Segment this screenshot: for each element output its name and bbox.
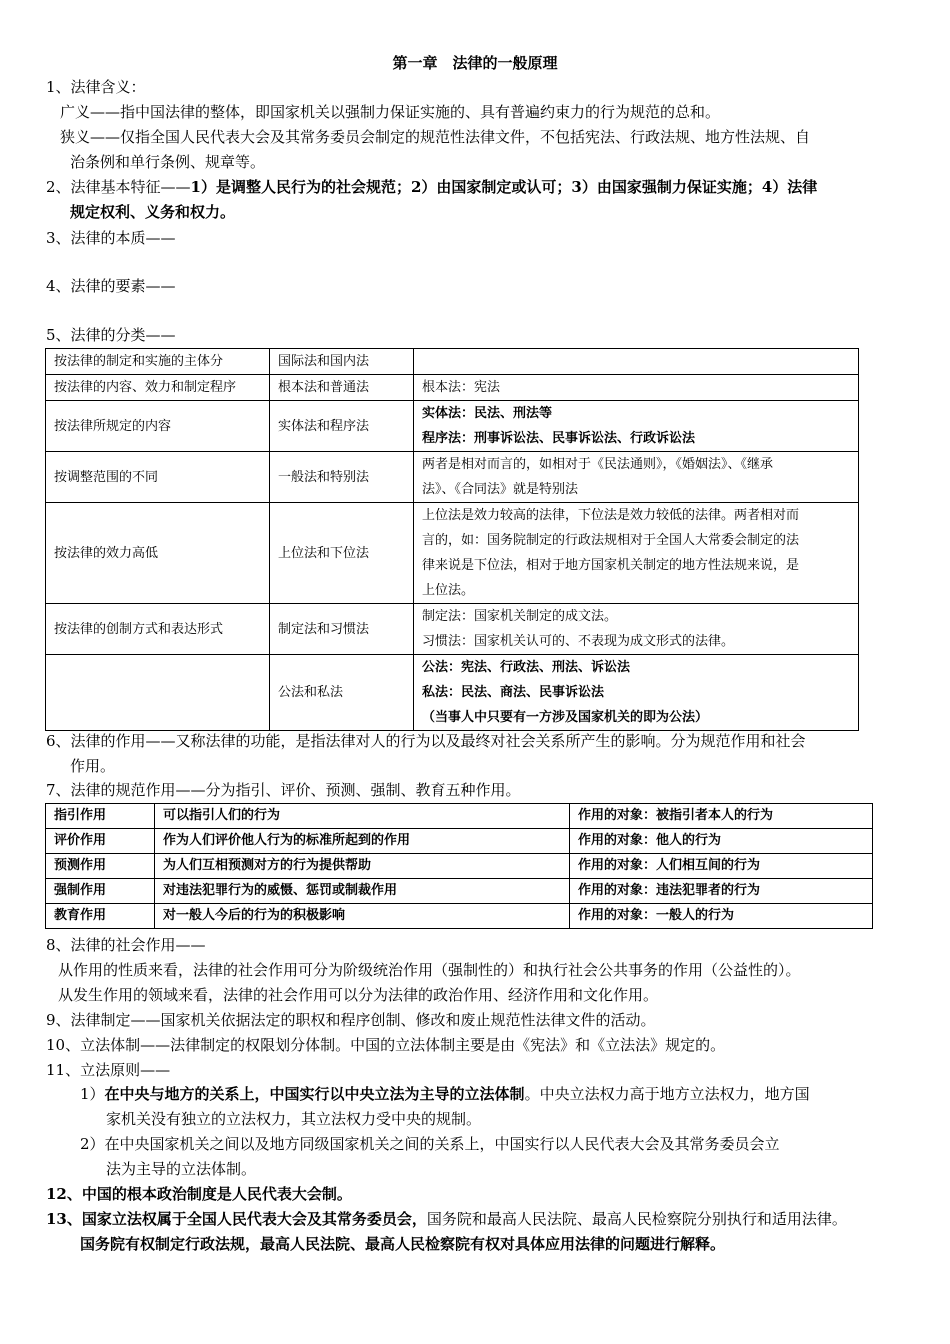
chapter-title: 第一章 法律的一般原理 — [392, 54, 558, 72]
notes-cell — [414, 655, 859, 731]
norm-functions-table — [45, 803, 873, 929]
classification-table — [45, 348, 859, 731]
principle-1-rest: 。中央立法权力高于地方立法权力，地方国 — [524, 1085, 810, 1103]
table-row — [46, 604, 859, 655]
type-cell: 上位法和下位法 — [270, 503, 414, 604]
table-row — [46, 375, 859, 401]
type-cell: 一般法和特别法 — [270, 452, 414, 503]
function-target: 作用的对象：他人的行为 — [570, 829, 873, 854]
table-row — [46, 854, 873, 879]
section-2-line1 — [46, 175, 817, 200]
section-2-features: 1）是调整人民行为的社会规范；2）由国家制定或认可；3）由国家强制力保证实施；4）法律 — [190, 178, 818, 196]
notes-cell — [414, 503, 859, 604]
note-line: （当事人中只要有一方涉及国家机关的即为公法） — [422, 710, 709, 725]
function-name: 教育作用 — [46, 904, 155, 929]
table-row — [46, 349, 859, 375]
notes-cell — [414, 452, 859, 503]
section-2-line2: 规定权利、义务和权力。 — [70, 203, 236, 221]
section-13-key: 13、国家立法权属于全国人民代表大会及其常务委员会， — [46, 1210, 427, 1228]
note-line: 制定法：国家机关制定的成文法。 — [422, 609, 618, 624]
function-name: 评价作用 — [46, 829, 155, 854]
table-row — [46, 655, 859, 731]
notes-cell: 根本法：宪法 — [414, 375, 859, 401]
type-cell: 根本法和普通法 — [270, 375, 414, 401]
function-target: 作用的对象：人们相互间的行为 — [570, 854, 873, 879]
note-line: 律来说是下位法，相对于地方国家机关制定的地方性法规来说，是 — [422, 558, 800, 573]
section-6-line1: 6、法律的作用——又称法律的功能，是指法律对人的行为以及最终对社会关系所产生的影响。分为规范作用和社会 — [46, 732, 806, 750]
section-8-para1: 从作用的性质来看，法律的社会作用可分为阶级统治作用（强制性的）和执行社会公共事务的作用（公益性的）。 — [58, 961, 801, 979]
principle-2-line1: 2）在中央国家机关之间以及地方同级国家机关之间的关系上，中国实行以人民代表大会及其常务委员会立 — [80, 1135, 780, 1153]
principle-1-line1 — [80, 1082, 810, 1107]
function-target: 作用的对象：被指引者本人的行为 — [570, 804, 873, 829]
basis-cell: 按法律所规定的内容 — [46, 401, 270, 452]
broad-definition: 广义——指中国法律的整体，即国家机关以强制力保证实施的、具有普遍约束力的行为规范的总和。 — [60, 103, 721, 121]
note-line: 法》、《合同法》就是特别法 — [422, 482, 579, 497]
section-10: 10、立法体制——法律制定的权限划分体制。中国的立法体制主要是由《宪法》和《立法法》规定的。 — [46, 1036, 726, 1054]
principle-1-line2: 家机关没有独立的立法权力，其立法权力受中央的规制。 — [106, 1110, 482, 1128]
principle-1-key: 在中央与地方的关系上，中国实行以中央立法为主导的立法体制 — [104, 1085, 525, 1103]
note-line: 公法：宪法、行政法、刑法、诉讼法 — [422, 660, 631, 675]
table-row — [46, 804, 873, 829]
type-cell: 公法和私法 — [270, 655, 414, 731]
basis-cell: 按法律的制定和实施的主体分 — [46, 349, 270, 375]
note-line: 上位法。 — [422, 583, 475, 598]
type-cell: 制定法和习惯法 — [270, 604, 414, 655]
principle-1-number: 1） — [80, 1085, 105, 1103]
basis-cell: 按调整范围的不同 — [46, 452, 270, 503]
note-line: 上位法是效力较高的法律，下位法是效力较低的法律。两者相对而 — [422, 508, 800, 523]
function-target: 作用的对象：违法犯罪者的行为 — [570, 879, 873, 904]
function-target: 作用的对象：一般人的行为 — [570, 904, 873, 929]
function-desc: 可以指引人们的行为 — [155, 804, 570, 829]
section-11-heading: 11、立法原则—— — [46, 1061, 171, 1079]
table-row — [46, 503, 859, 604]
narrow-definition-line1: 狭义——仅指全国人民代表大会及其常务委员会制定的规范性法律文件，不包括宪法、行政法规、地方性法规、自 — [60, 128, 811, 146]
section-6-line2: 作用。 — [70, 757, 116, 775]
table-row — [46, 452, 859, 503]
basis-cell: 按法律的效力高低 — [46, 503, 270, 604]
section-4-heading: 4、法律的要素—— — [46, 277, 176, 295]
table-row — [46, 401, 859, 452]
section-12: 12、中国的根本政治制度是人民代表大会制。 — [46, 1185, 352, 1203]
function-name: 强制作用 — [46, 879, 155, 904]
function-name: 指引作用 — [46, 804, 155, 829]
note-line: 实体法：民法、刑法等 — [422, 406, 553, 421]
function-desc: 对一般人今后的行为的积极影响 — [155, 904, 570, 929]
basis-cell: 按法律的内容、效力和制定程序 — [46, 375, 270, 401]
basis-cell: 按法律的创制方式和表达形式 — [46, 604, 270, 655]
function-name: 预测作用 — [46, 854, 155, 879]
section-8-para2: 从发生作用的领域来看，法律的社会作用可以分为法律的政治作用、经济作用和文化作用。 — [58, 986, 659, 1004]
section-2-prefix: 2、法律基本特征—— — [46, 178, 191, 196]
section-13-line2: 国务院有权制定行政法规，最高人民法院、最高人民检察院有权对具体应用法律的问题进行解释。 — [80, 1235, 726, 1253]
notes-cell — [414, 349, 859, 375]
type-cell: 实体法和程序法 — [270, 401, 414, 452]
notes-cell — [414, 401, 859, 452]
table-row — [46, 879, 873, 904]
section-3-heading: 3、法律的本质—— — [46, 229, 176, 247]
notes-cell — [414, 604, 859, 655]
function-desc: 为人们互相预测对方的行为提供帮助 — [155, 854, 570, 879]
note-line: 私法：民法、商法、民事诉讼法 — [422, 685, 605, 700]
section-8-heading: 8、法律的社会作用—— — [46, 936, 206, 954]
note-line: 言的，如：国务院制定的行政法规相对于全国人大常委会制定的法 — [422, 533, 800, 548]
principle-2-line2: 法为主导的立法体制。 — [106, 1160, 257, 1178]
section-7-heading: 7、法律的规范作用——分为指引、评价、预测、强制、教育五种作用。 — [46, 781, 521, 799]
note-line: 程序法：刑事诉讼法、民事诉讼法、行政诉讼法 — [422, 431, 696, 446]
function-desc: 对违法犯罪行为的威慑、惩罚或制裁作用 — [155, 879, 570, 904]
basis-cell — [46, 655, 270, 731]
section-13-rest: 国务院和最高人民法院、最高人民检察院分别执行和适用法律。 — [426, 1210, 847, 1228]
table-row — [46, 829, 873, 854]
narrow-definition-line2: 治条例和单行条例、规章等。 — [70, 153, 266, 171]
table-row — [46, 904, 873, 929]
section-1-heading: 1、法律含义： — [46, 78, 146, 96]
section-9: 9、法律制定——国家机关依据法定的职权和程序创制、修改和废止规范性法律文件的活动。 — [46, 1011, 656, 1029]
type-cell: 国际法和国内法 — [270, 349, 414, 375]
note-line: 两者是相对而言的，如相对于《民法通则》，《婚姻法》、《继承 — [422, 457, 774, 472]
section-5-heading: 5、法律的分类—— — [46, 326, 176, 344]
function-desc: 作为人们评价他人行为的标准所起到的作用 — [155, 829, 570, 854]
note-line: 习惯法：国家机关认可的、不表现为成文形式的法律。 — [422, 634, 735, 649]
section-13-line1 — [46, 1207, 847, 1232]
